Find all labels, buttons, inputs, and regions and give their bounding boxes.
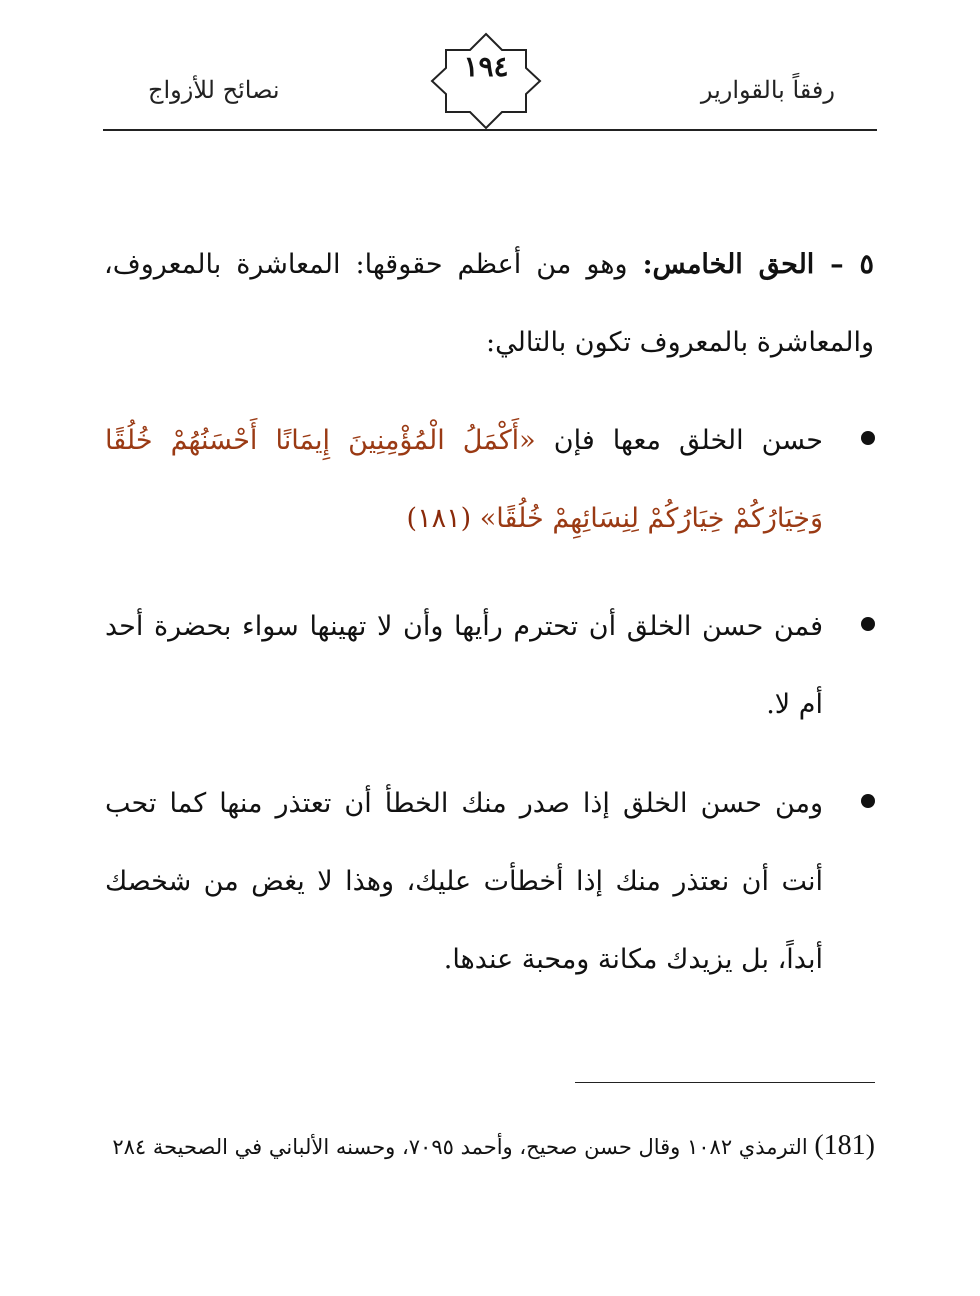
bullet-text: حسن الخلق معها فإن	[535, 425, 823, 456]
bullet-icon	[861, 794, 875, 808]
bullet-icon	[861, 431, 875, 445]
list-item	[105, 765, 875, 999]
book-title: رفقاً بالقوارير	[700, 76, 835, 104]
bullet-icon	[861, 617, 875, 631]
footnote-reference[interactable]: (١٨١)	[406, 503, 480, 534]
list-item	[105, 402, 875, 558]
paragraph-fifth-right	[104, 226, 874, 382]
footnote-number: (181)	[814, 1130, 875, 1161]
section-heading: ٥ – الحق الخامس:	[642, 249, 874, 280]
bullet-text: ومن حسن الخلق إذا صدر منك الخطأ أن تعتذر منها كما تحب أنت أن نعتذر منك إذا أخطأت عليك، وهذا لا يغض من شخصك أبداً، بل يزيدك مكانة ومحبة عندها.	[105, 788, 823, 975]
list-item	[105, 588, 875, 744]
hadith-quote: «أَكْمَلُ الْمُؤْمِنِينَ إِيمَانًا أَحْسَنُهُمْ خُلُقًا وَخِيَارُكُمْ خِيَارُكُمْ لِنِسَائِهِمْ خُلُقًا»	[105, 425, 823, 534]
chapter-title: نصائح للأزواج	[148, 76, 280, 104]
footnote	[105, 1122, 875, 1171]
paragraph-text: وهو من أعظم حقوقها: المعاشرة بالمعروف، والمعاشرة بالمعروف تكون بالتالي:	[104, 249, 874, 358]
page-number: ١٩٤	[463, 50, 509, 83]
footnote-text: الترمذي ١٠٨٢ وقال حسن صحيح، وأحمد ٧٠٩٥، وحسنه الألباني في الصحيحة ٢٨٤	[112, 1135, 808, 1159]
header-divider	[103, 129, 877, 131]
bullet-text: فمن حسن الخلق أن تحترم رأيها وأن لا تهينها سواء بحضرة أحد أم لا.	[105, 611, 823, 720]
footnote-divider	[575, 1082, 875, 1083]
